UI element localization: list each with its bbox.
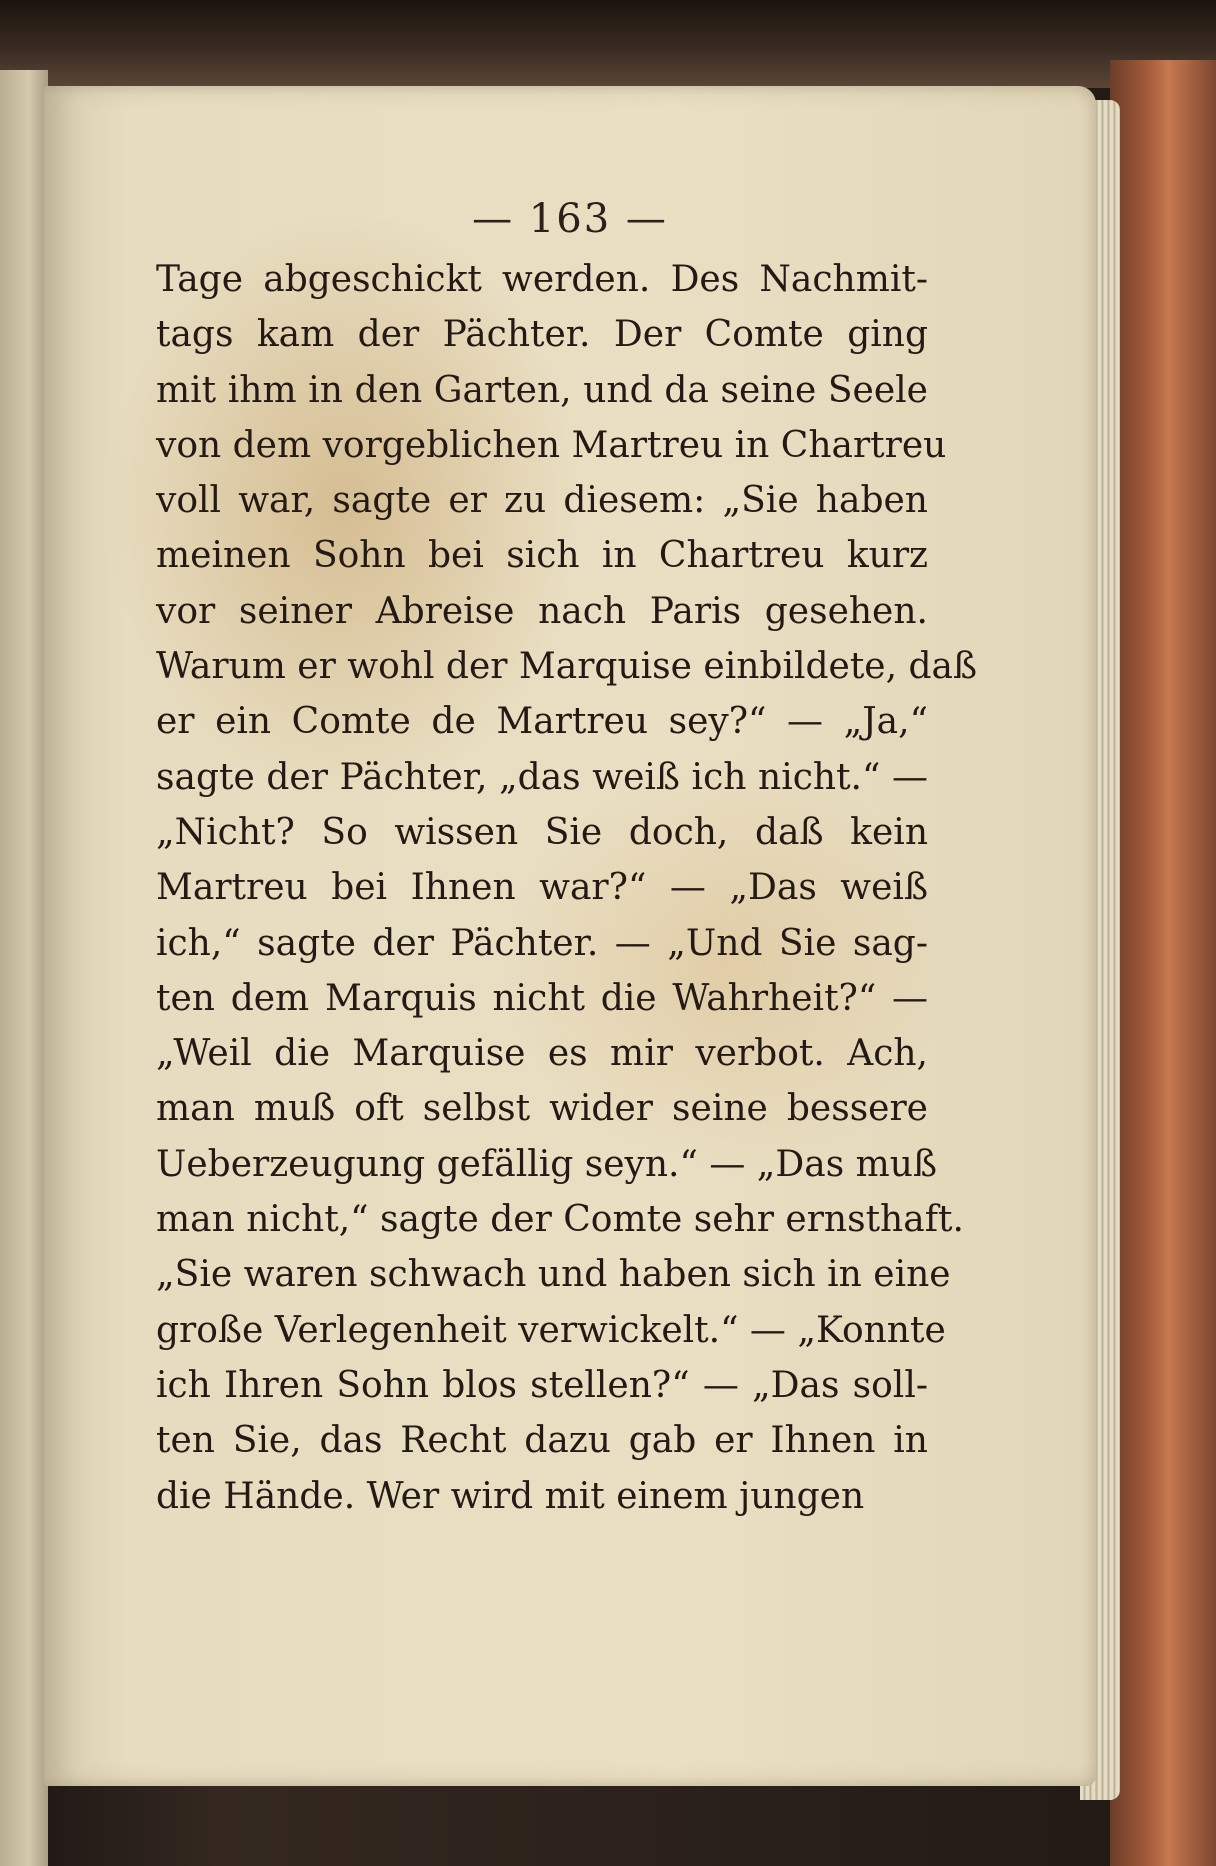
- text-line: sagte der Pächter, „das weiß ich nicht.“ —: [156, 756, 928, 798]
- text-line: er ein Comte de Martreu sey?“ — „Ja,“: [156, 701, 928, 743]
- text-line: meinen Sohn bei sich in Chartreu kurz: [156, 535, 928, 577]
- text-line: ich Ihren Sohn blos stellen?“ — „Das soll-: [156, 1364, 928, 1406]
- text-line: die Hände. Wer wird mit einem jungen: [156, 1475, 865, 1517]
- text-line: „Weil die Marquise es mir verbot. Ach,: [156, 1033, 928, 1075]
- page-text: [156, 252, 978, 1524]
- page-number: — 163 —: [472, 196, 668, 242]
- text-line: Warum er wohl der Marquise einbildete, daß: [156, 646, 978, 688]
- text-line: man muß oft selbst wider seine bessere: [156, 1088, 928, 1130]
- text-line: ich,“ sagte der Pächter. — „Und Sie sag-: [156, 922, 928, 964]
- text-line: ten dem Marquis nicht die Wahrheit?“ —: [156, 977, 928, 1019]
- text-line: mit ihm in den Garten, und da seine Seele: [156, 369, 928, 411]
- text-line: man nicht,“ sagte der Comte sehr ernsthaft.: [156, 1199, 964, 1241]
- text-line: Martreu bei Ihnen war?“ — „Das weiß: [156, 867, 928, 909]
- text-line: voll war, sagte er zu diesem: „Sie haben: [156, 480, 928, 522]
- text-line: „Sie waren schwach und haben sich in eine: [156, 1254, 951, 1296]
- text-line: Ueberzeugung gefällig seyn.“ — „Das muß: [156, 1143, 938, 1185]
- book-binding-top: [0, 0, 1216, 88]
- left-page-edge: [0, 70, 48, 1866]
- text-line: „Nicht? So wissen Sie doch, daß kein: [156, 811, 928, 853]
- book-page: [44, 86, 1096, 1786]
- book-cover-edge: [1110, 60, 1216, 1866]
- text-line: Tage abgeschickt werden. Des Nachmit-: [156, 259, 928, 300]
- text-line: von dem vorgeblichen Martreu in Chartreu: [156, 424, 947, 466]
- text-line: ten Sie, das Recht dazu gab er Ihnen in: [156, 1420, 928, 1462]
- text-line: große Verlegenheit verwickelt.“ — „Konnte: [156, 1309, 946, 1351]
- text-line: tags kam der Pächter. Der Comte ging: [156, 314, 928, 356]
- text-line: vor seiner Abreise nach Paris gesehen.: [156, 590, 928, 632]
